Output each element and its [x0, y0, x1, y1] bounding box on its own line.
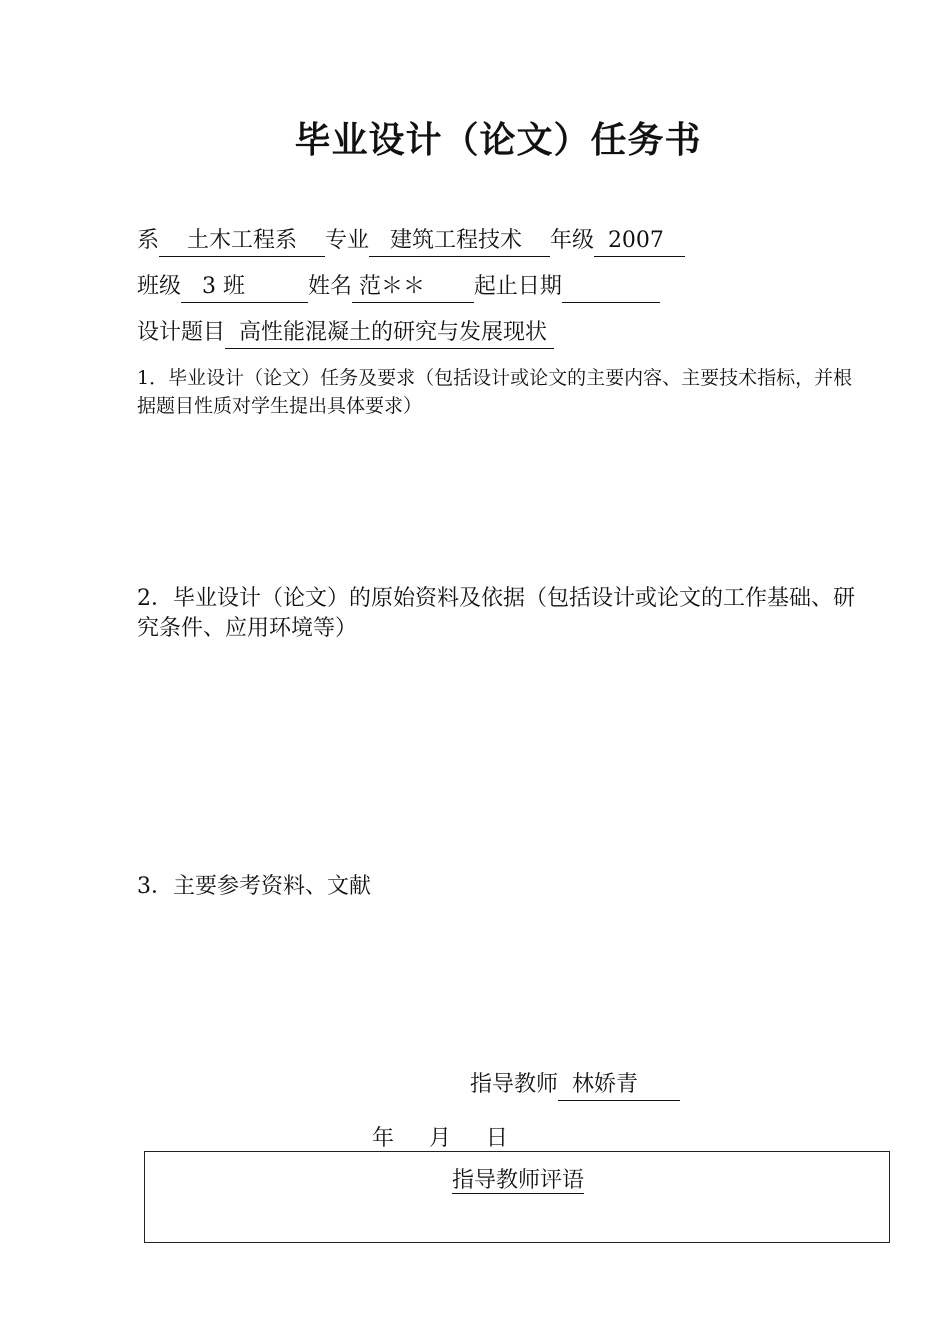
student-name-value: 范＊＊ [352, 272, 474, 303]
major-label: 专业 [324, 228, 369, 253]
section-1-heading: 1．毕业设计（论文）任务及要求（包括设计或论文的主要内容、主要技术指标，并根据题目性质对学生提出具体要求） [137, 367, 853, 417]
department-value: 土木工程系 [159, 226, 325, 257]
date-range-label: 起止日期 [473, 274, 562, 299]
date-line: 年 月 日 [372, 1126, 508, 1151]
major-value: 建筑工程技术 [369, 226, 550, 257]
advisor-signature-line [470, 1070, 680, 1101]
comment-box-title: 指导教师评语 [451, 1168, 584, 1193]
date-range-value [562, 272, 660, 303]
grade-value: 2007 [594, 226, 685, 257]
advisor-comment-box [144, 1151, 890, 1243]
class-value: 3 班 [181, 272, 308, 303]
advisor-label: 指导教师 [470, 1072, 559, 1097]
section-2-heading: 2．毕业设计（论文）的原始资料及依据（包括设计或论文的工作基础、研究条件、应用环境等） [137, 586, 855, 641]
info-row-2 [137, 272, 660, 303]
student-name-label: 姓名 [307, 274, 352, 299]
department-label: 系 [137, 228, 160, 253]
document-title: 毕业设计（论文）任务书 [294, 119, 702, 161]
info-row-3 [137, 318, 554, 349]
topic-label: 设计题目 [137, 320, 226, 345]
section-3-heading: 3．主要参考资料、文献 [137, 874, 371, 899]
info-row-1 [137, 226, 685, 257]
topic-value: 高性能混凝土的研究与发展现状 [225, 318, 554, 349]
advisor-name: 林娇青 [558, 1070, 680, 1101]
grade-label: 年级 [549, 228, 594, 253]
class-label: 班级 [137, 274, 182, 299]
comment-box-title-wrap [145, 1166, 891, 1196]
